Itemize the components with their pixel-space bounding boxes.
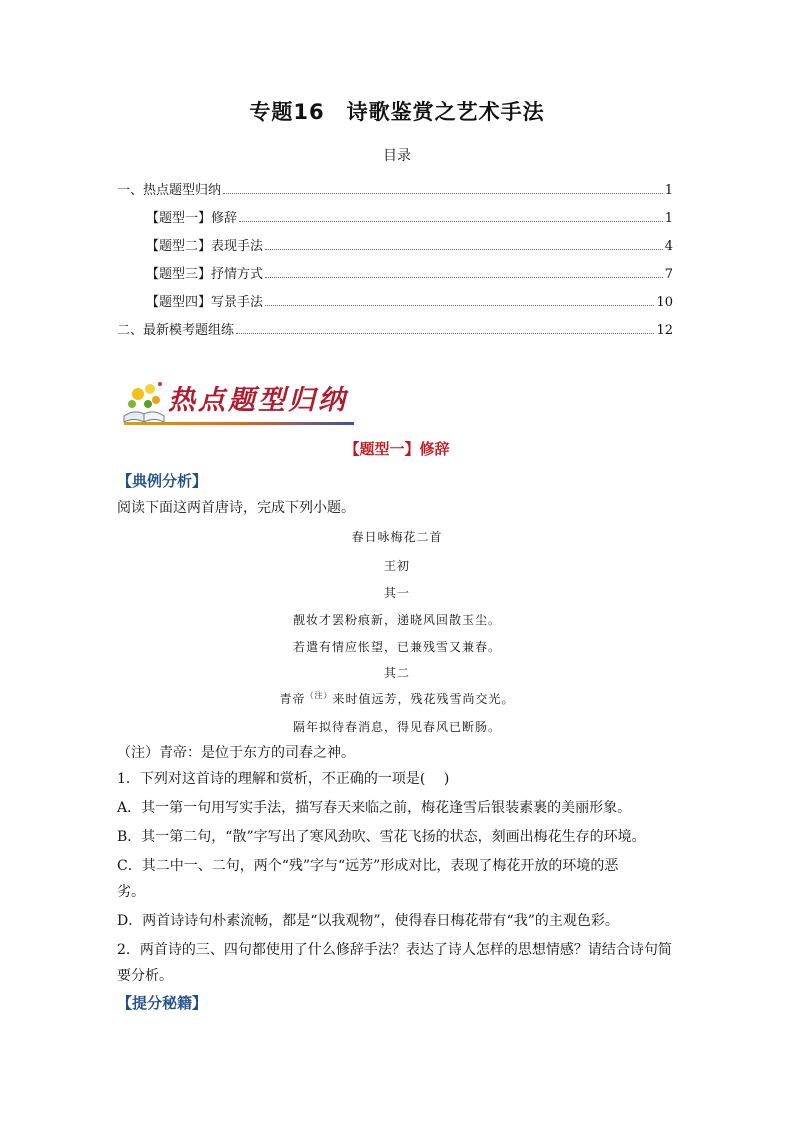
analysis-heading: 【典例分析】 — [117, 472, 208, 490]
toc-item-label: 【题型四】写景手法 — [146, 295, 264, 310]
toc-item[interactable] — [117, 282, 673, 310]
option-b: B．其一第二句，“散”字写出了寒风劲吹、雪花飞扬的状态，刻画出梅花生存的环境。 — [117, 829, 646, 845]
toc-item-label: 【题型一】修辞 — [146, 211, 238, 226]
section-banner — [120, 376, 380, 430]
toc-dot-leader — [265, 305, 654, 306]
poem-line-end: 来时值远芳，残花残雪尚交光。 — [332, 692, 515, 706]
toc-item-label: 【题型二】表现手法 — [146, 239, 264, 254]
option-d: D．两首诗诗句朴素流畅，都是“以我观物”，使得春日梅花带有“我”的主观色彩。 — [117, 913, 619, 929]
banner-text: 热点题型归纳 — [168, 385, 348, 416]
footnote-marker: （注） — [305, 691, 333, 700]
toc-item-label: 【题型三】抒情方式 — [146, 267, 264, 282]
question-2: 2．两首诗的三、四句都使用了什么修辞手法？表达了诗人怎样的思想情感？请结合诗句简 — [117, 942, 672, 958]
poem-line: 靓妆才罢粉痕新，递晓风回散玉尘。 — [292, 613, 501, 627]
table-of-contents — [117, 170, 673, 338]
toc-item[interactable] — [117, 254, 673, 282]
poem-line-start: 青帝 — [279, 692, 306, 706]
toc-item[interactable] — [117, 170, 673, 198]
toc-dot-leader — [265, 277, 663, 278]
toc-item-page: 1 — [664, 183, 673, 198]
toc-item[interactable] — [117, 226, 673, 254]
toc-dot-leader — [223, 193, 663, 194]
toc-item-page: 12 — [656, 323, 673, 338]
footnote-text: （注）青帝：是位于东方的司春之神。 — [117, 745, 355, 761]
toc-heading: 目录 — [383, 148, 411, 164]
toc-item-label: 二、最新模考题组练 — [117, 323, 235, 338]
poem-author: 王初 — [383, 559, 410, 573]
poem-line: 隔年拟待春消息，得见春风已断肠。 — [292, 720, 501, 734]
section-title: 【题型一】修辞 — [344, 440, 450, 458]
toc-item-page: 1 — [664, 211, 673, 226]
option-c-continued: 劣。 — [117, 884, 145, 900]
book-flower-icon — [120, 376, 170, 426]
toc-item[interactable] — [117, 198, 673, 226]
option-c: C．其二中一、二句，两个“残”字与“远芳”形成对比，表现了梅花开放的环境的恶 — [117, 858, 619, 874]
toc-item-page: 7 — [664, 267, 673, 282]
poem-line — [0, 690, 794, 707]
tips-heading: 【提分秘籍】 — [117, 994, 208, 1012]
toc-item-label: 一、热点题型归纳 — [117, 183, 222, 198]
toc-item[interactable] — [117, 310, 673, 338]
toc-item-page: 4 — [664, 239, 673, 254]
banner-underline — [124, 422, 354, 425]
toc-item-page: 10 — [656, 295, 673, 310]
question-1: 1．下列对这首诗的理解和赏析，不正确的一项是( ) — [117, 771, 450, 787]
intro-text: 阅读下面这两首唐诗，完成下列小题。 — [117, 500, 355, 516]
poem-part-label: 其二 — [383, 666, 410, 680]
poem-title: 春日咏梅花二首 — [351, 530, 443, 544]
poem-part-label: 其一 — [383, 586, 410, 600]
question-2-continued: 要分析。 — [117, 968, 173, 984]
poem-line: 若遣有情应怅望，已兼残雪又兼春。 — [292, 640, 501, 654]
page-title: 专题16 诗歌鉴赏之艺术手法 — [249, 100, 545, 124]
option-a: A．其一第一句用写实手法，描写春天来临之前，梅花逢雪后银装素裹的美丽形象。 — [117, 800, 632, 816]
toc-dot-leader — [239, 221, 663, 222]
toc-dot-leader — [265, 249, 663, 250]
toc-dot-leader — [236, 333, 654, 334]
